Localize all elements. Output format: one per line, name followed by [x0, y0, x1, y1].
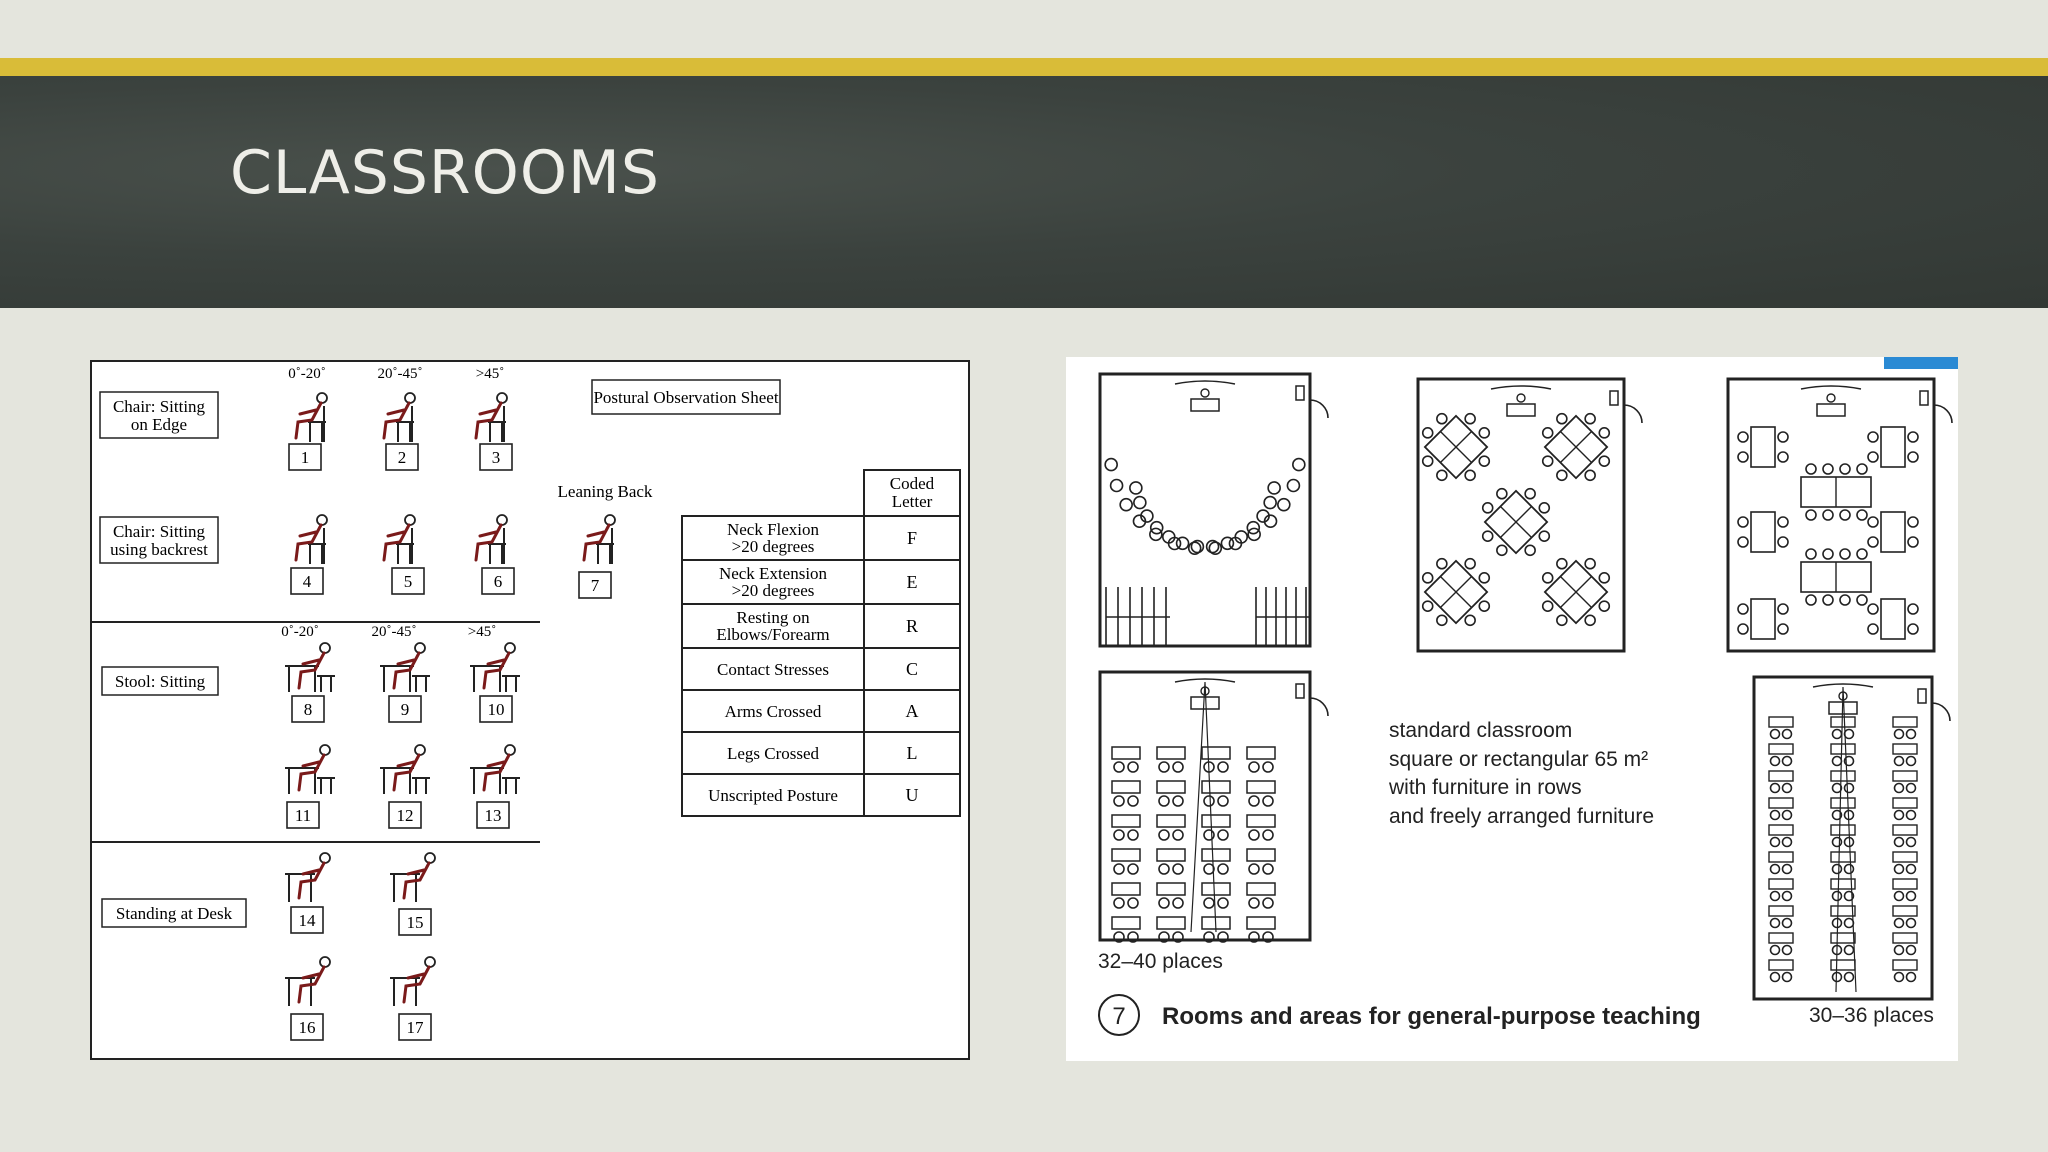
figure-number-label: 15 [406, 913, 424, 932]
figure-number-label: 11 [294, 806, 312, 825]
posture-figure-1 [296, 393, 327, 442]
posture-figure-2 [384, 393, 415, 442]
svg-text:Chair: Sitting: Chair: Sitting [112, 522, 206, 541]
table-cell-label: Elbows/Forearm [716, 625, 830, 644]
room-plan-groups [1728, 379, 1952, 651]
table-row [682, 648, 960, 690]
figure-number-box [399, 909, 431, 935]
row-label-chair-edge [100, 392, 218, 438]
figure-number-box [482, 568, 514, 594]
room-plan-rows-left [1100, 672, 1328, 942]
figure-number-box [480, 444, 512, 470]
posture-figure-13 [470, 745, 520, 794]
figure-number-box [389, 696, 421, 722]
posture-figure-3 [476, 393, 507, 442]
accent-bar [0, 58, 2048, 76]
figure-number-label: 8 [303, 700, 313, 719]
posture-figure-10 [470, 643, 520, 692]
table-cell-code: C [905, 659, 919, 679]
figure-number-label: 4 [302, 572, 312, 591]
svg-text:Stool: Sitting: Stool: Sitting [114, 672, 206, 691]
classroom-layouts-figure [1066, 357, 1958, 1061]
table-header: Coded [889, 474, 935, 493]
figure-number-box [480, 696, 512, 722]
postural-observation-figure [90, 360, 970, 1060]
svg-text:Standing at Desk: Standing at Desk [115, 904, 233, 923]
svg-text:Postural Observation Sheet: Postural Observation Sheet [593, 388, 779, 407]
figure-number-label: 13 [484, 806, 502, 825]
svg-text:on Edge: on Edge [130, 415, 188, 434]
figure-number-label: 6 [493, 572, 503, 591]
figure-number-box [289, 444, 321, 470]
angle-label: 20˚-45˚ [377, 366, 423, 382]
places-label-right: 30–36 places [1809, 1004, 1934, 1027]
figure-number-box [291, 1014, 323, 1040]
caption-line: standard classroom [1389, 719, 1573, 742]
table-row [682, 560, 960, 604]
svg-text:Chair: Sitting: Chair: Sitting [112, 397, 206, 416]
coded-letter-table [682, 470, 960, 816]
leaning-back-label: Leaning Back [557, 482, 653, 501]
angle-label: >45˚ [475, 366, 505, 382]
figure-number-label: 5 [403, 572, 413, 591]
table-cell-label: Legs Crossed [726, 744, 820, 763]
posture-figure-12 [380, 745, 430, 794]
table-cell-code: U [905, 785, 919, 805]
figure-number-label: 17 [406, 1018, 424, 1037]
figure-number-boxes [287, 444, 611, 1040]
row-label-standing [102, 899, 246, 927]
room-plan-semicircle [1100, 374, 1328, 646]
figure-number-label: 7 [590, 576, 600, 595]
classroom-plans-svg [1066, 357, 1958, 1061]
table-cell-code: A [905, 701, 919, 721]
figure-number-box [392, 568, 424, 594]
table-cell-label: Neck Extension [718, 564, 828, 583]
sheet-title-box [592, 380, 780, 414]
figure-number-box [287, 802, 319, 828]
figure-number-box [389, 802, 421, 828]
figure-number-label: 16 [298, 1018, 316, 1037]
caption-line: with furniture in rows [1389, 776, 1582, 799]
posture-figure-6 [476, 515, 507, 564]
posture-figure-14 [285, 853, 330, 902]
posture-figure-15 [390, 853, 435, 902]
posture-figure-5 [384, 515, 415, 564]
posture-figure-16 [285, 957, 330, 1006]
posture-figure-4 [296, 515, 327, 564]
figure-number-box [291, 568, 323, 594]
table-cell-label: Neck Flexion [726, 520, 820, 539]
table-cell-label: Unscripted Posture [708, 786, 838, 805]
caption-line: square or rectangular 65 m² [1389, 748, 1649, 771]
plan-caption [1098, 719, 1934, 1035]
row-label-chair-backrest [100, 517, 218, 563]
table-row [682, 774, 960, 816]
figure-number-box [579, 572, 611, 598]
places-label-left: 32–40 places [1098, 950, 1223, 973]
figure-number-box [386, 444, 418, 470]
angle-label: 0˚-20˚ [281, 624, 319, 640]
room-plan-rows-right [1754, 677, 1950, 999]
slide-title: CLASSROOMS [230, 138, 660, 208]
figure-number-label: 1 [300, 448, 310, 467]
figure-number-label: 3 [491, 448, 501, 467]
angle-label: 0˚-20˚ [288, 366, 326, 382]
svg-text:using backrest: using backrest [110, 540, 208, 559]
posture-figure-8 [285, 643, 335, 692]
figure-number-box [291, 907, 323, 933]
figure-number-label: 9 [400, 700, 410, 719]
figure-number-label: 14 [298, 911, 316, 930]
table-cell-label: >20 degrees [731, 537, 815, 556]
figure-number-label: 12 [396, 806, 414, 825]
figure-number-box [399, 1014, 431, 1040]
table-cell-code: L [906, 743, 918, 763]
table-header: Letter [891, 492, 933, 511]
table-row [682, 604, 960, 648]
figure-number-label: 2 [397, 448, 407, 467]
table-row [682, 516, 960, 560]
posture-figure-11 [285, 745, 335, 794]
room-plans [1100, 374, 1952, 999]
table-cell-label: >20 degrees [731, 581, 815, 600]
figure-caption: Rooms and areas for general-purpose teaching [1162, 1003, 1701, 1030]
angle-label: >45˚ [467, 624, 497, 640]
angle-label: 20˚-45˚ [371, 624, 417, 640]
figure-number-box [292, 696, 324, 722]
room-plan-clusters [1407, 379, 1642, 651]
table-row [682, 732, 960, 774]
caption-line: and freely arranged furniture [1389, 805, 1654, 828]
table-cell-label: Contact Stresses [717, 660, 829, 679]
table-cell-label: Resting on [736, 608, 810, 627]
postural-sheet-svg [92, 362, 968, 1058]
table-cell-label: Arms Crossed [724, 702, 822, 721]
corner-tab [1884, 357, 1958, 369]
row-label-stool [102, 667, 218, 695]
figure-number-box [477, 802, 509, 828]
figure-number: 7 [1112, 1003, 1126, 1030]
posture-figure-17 [390, 957, 435, 1006]
table-cell-code: E [906, 572, 918, 592]
figure-number-label: 10 [487, 700, 505, 719]
posture-figure-7 [584, 515, 615, 564]
table-cell-code: R [905, 616, 919, 636]
table-row [682, 690, 960, 732]
table-cell-code: F [906, 528, 918, 548]
posture-figure-9 [380, 643, 430, 692]
